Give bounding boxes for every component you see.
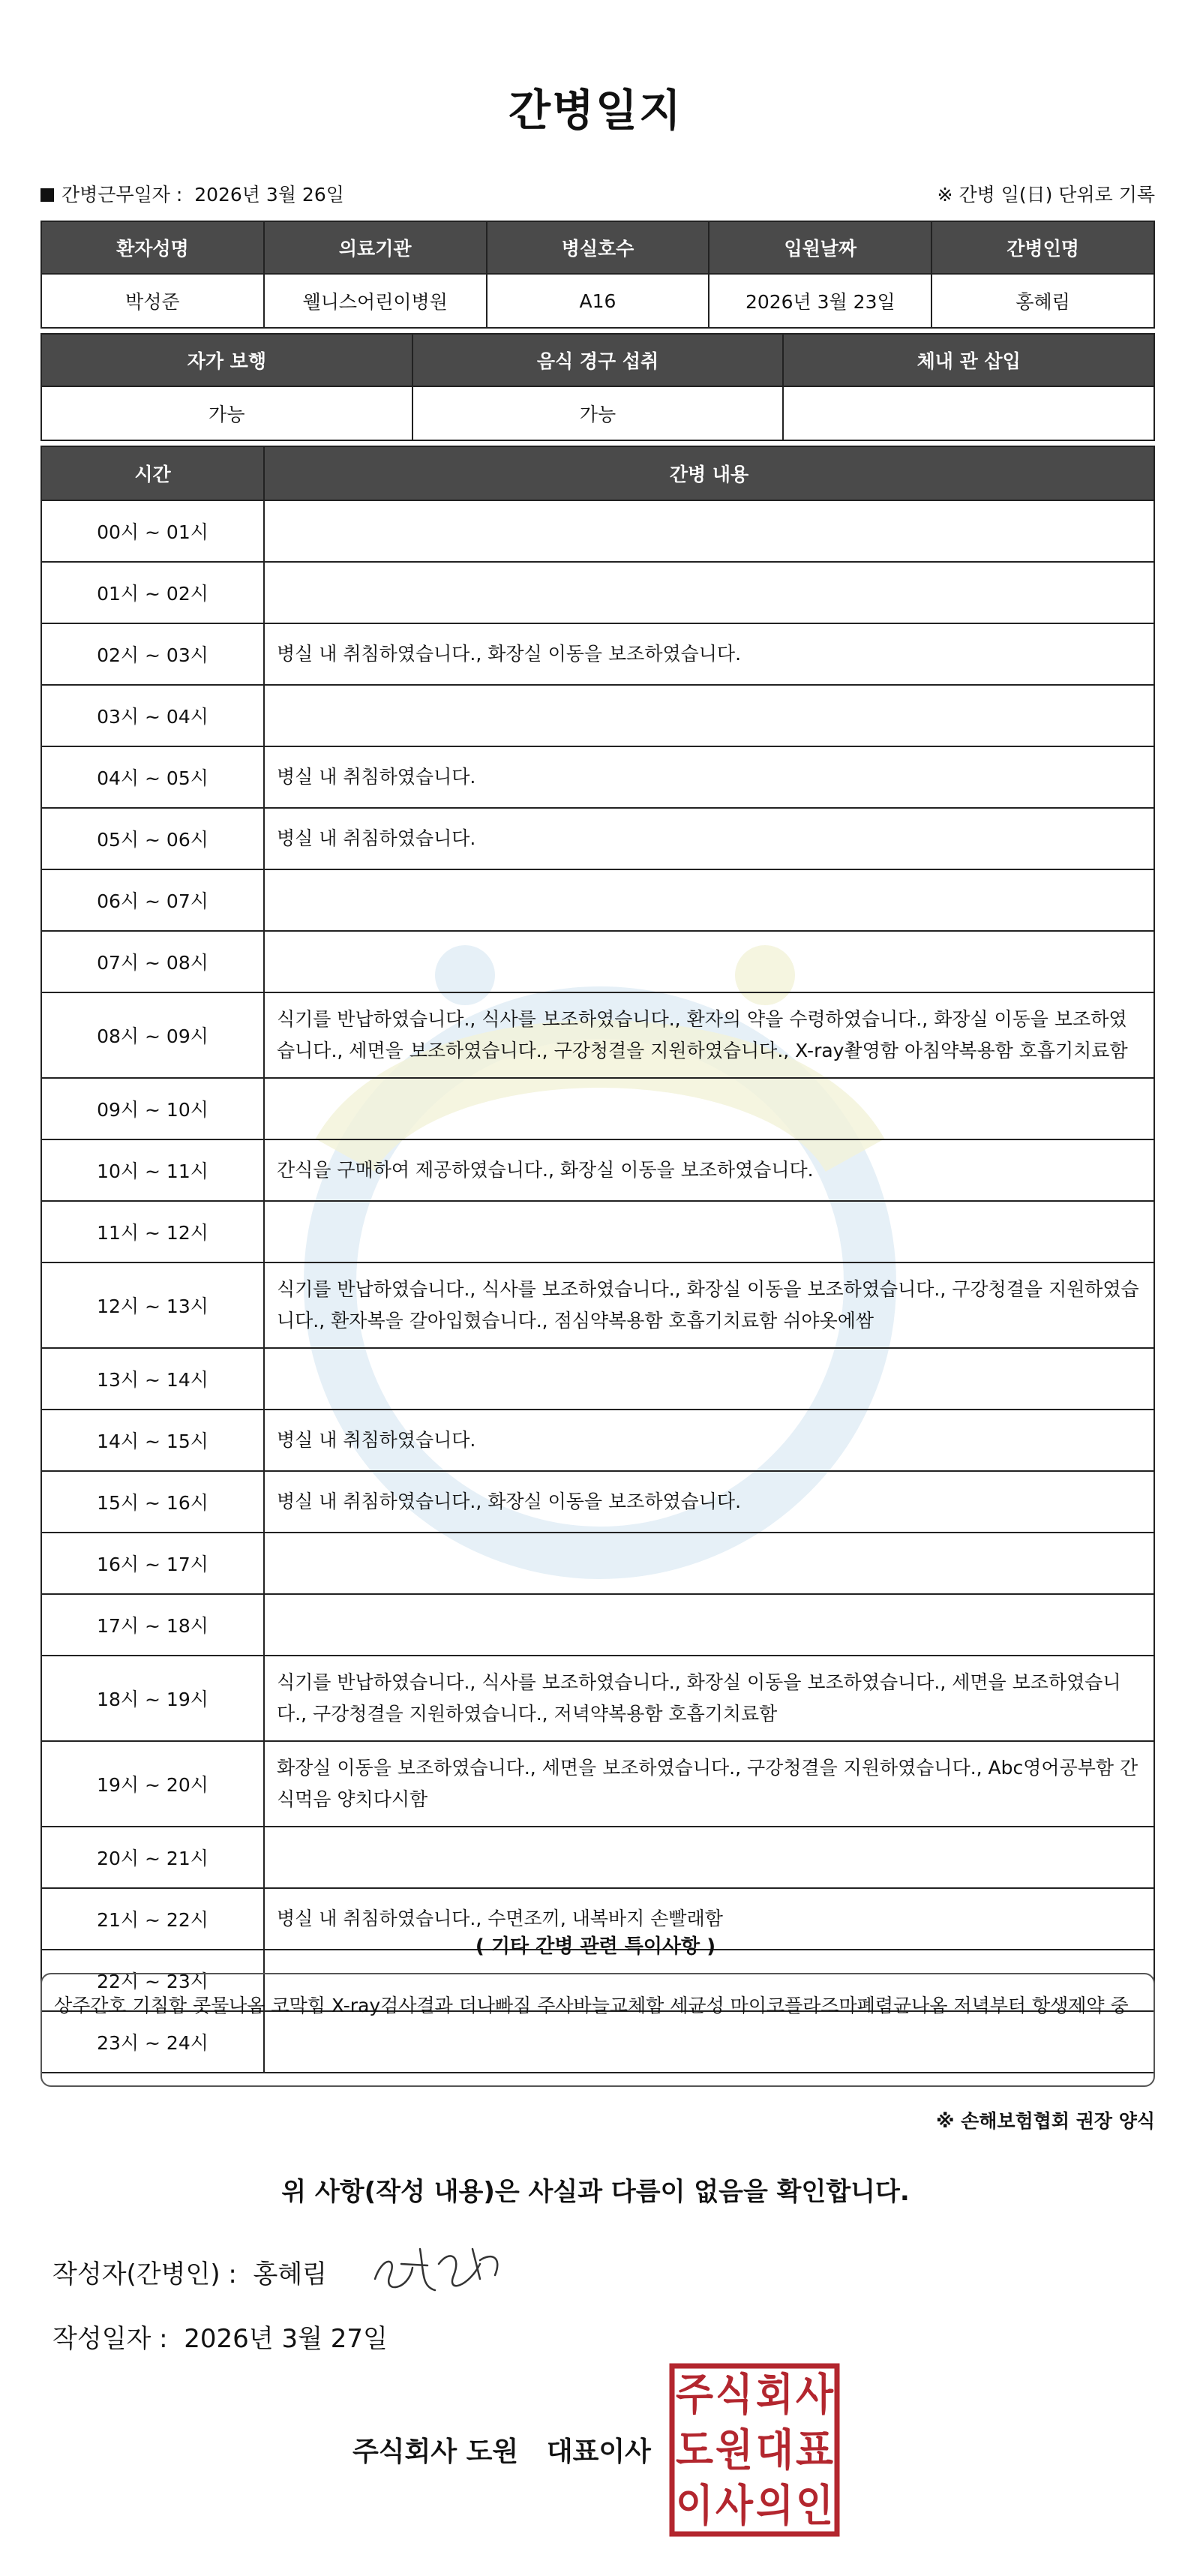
time-slot: 14시 ~ 15시 xyxy=(41,1410,264,1471)
header-room: 병실호수 xyxy=(487,221,710,274)
walking-value: 가능 xyxy=(41,386,412,440)
care-content: 식기를 반납하였습니다., 식사를 보조하였습니다., 환자의 약을 수령하였습니다., 화장실 이동을 보조하였습니다., 세면을 보조하였습니다., 구강청결을 지원하였습니다., X-ray촬영함 아침약복용함 호흡기치료함 xyxy=(264,992,1154,1078)
seal-character: 이 xyxy=(676,2480,713,2531)
table-row xyxy=(41,1410,1154,1471)
care-content xyxy=(264,869,1154,931)
seal-character: 의 xyxy=(756,2480,794,2531)
time-slot: 23시 ~ 24시 xyxy=(41,2011,264,2073)
time-slot: 19시 ~ 20시 xyxy=(41,1741,264,1827)
care-content: 식기를 반납하였습니다., 식사를 보조하였습니다., 화장실 이동을 보조하였습니다., 구강청결을 지원하였습니다., 환자복을 갈아입혔습니다., 점심약복용함 호흡기치료함 쉬야옷에쌈 xyxy=(264,1262,1154,1348)
care-content xyxy=(264,500,1154,562)
seal-character: 사 xyxy=(796,2369,834,2420)
table-row xyxy=(41,1594,1154,1656)
seal-character: 도 xyxy=(676,2424,713,2475)
table-row xyxy=(41,500,1154,562)
care-content xyxy=(264,1348,1154,1410)
patient-status-table xyxy=(40,333,1155,441)
care-content: 병실 내 취침하였습니다., 화장실 이동을 보조하였습니다. xyxy=(264,1471,1154,1533)
table-row xyxy=(41,1262,1154,1348)
seal-character: 표 xyxy=(796,2424,833,2475)
header-time: 시간 xyxy=(41,446,264,500)
time-slot: 04시 ~ 05시 xyxy=(41,746,264,808)
care-content: 병실 내 취침하였습니다. xyxy=(264,808,1154,869)
table-row xyxy=(41,1741,1154,1827)
time-slot: 18시 ~ 19시 xyxy=(41,1656,264,1741)
care-content: 병실 내 취침하였습니다., 화장실 이동을 보조하였습니다. xyxy=(264,623,1154,685)
care-log-rows xyxy=(41,500,1154,2073)
room-number: A16 xyxy=(487,274,710,328)
table-row xyxy=(41,1078,1154,1139)
care-content xyxy=(264,1594,1154,1656)
company-seal xyxy=(669,2363,840,2537)
time-slot: 12시 ~ 13시 xyxy=(41,1262,264,1348)
notes-text: 상주간호 기침함 콧물나옴 코막힘 X-ray검사결과 더나빠짐 주사바늘교체함 세균성 마이코플라즈마폐렴균나옴 저녁부터 항생제약 중 xyxy=(54,1995,1129,2016)
table-row xyxy=(41,1827,1154,1888)
oral-intake-value: 가능 xyxy=(412,386,784,440)
seal-character: 인 xyxy=(796,2480,833,2531)
square-bullet-icon xyxy=(40,188,54,202)
care-content xyxy=(264,562,1154,623)
author-row xyxy=(52,2253,327,2290)
care-log-table xyxy=(40,446,1155,2073)
table-row xyxy=(41,1471,1154,1533)
care-content xyxy=(264,1827,1154,1888)
care-content xyxy=(264,1201,1154,1262)
time-slot: 01시 ~ 02시 xyxy=(41,562,264,623)
time-slot: 17시 ~ 18시 xyxy=(41,1594,264,1656)
table-row xyxy=(41,931,1154,992)
table-row xyxy=(41,562,1154,623)
care-content: 병실 내 취침하였습니다., 수면조끼, 내복바지 손빨래함 xyxy=(264,1888,1154,1950)
notes-box xyxy=(40,1973,1155,2087)
unit-note: ※ 간병 일(日) 단위로 기록 xyxy=(937,184,1155,206)
table-row xyxy=(41,808,1154,869)
time-slot: 08시 ~ 09시 xyxy=(41,992,264,1078)
table-row xyxy=(41,1139,1154,1201)
handwritten-signature xyxy=(368,2234,510,2301)
care-content xyxy=(264,931,1154,992)
time-slot: 16시 ~ 17시 xyxy=(41,1533,264,1594)
table-row xyxy=(41,992,1154,1078)
table-row xyxy=(41,1201,1154,1262)
time-slot: 22시 ~ 23시 xyxy=(41,1950,264,2011)
time-slot: 05시 ~ 06시 xyxy=(41,808,264,869)
time-slot: 15시 ~ 16시 xyxy=(41,1471,264,1533)
care-content xyxy=(264,1078,1154,1139)
work-date-value: 2026년 3월 26일 xyxy=(194,184,344,206)
company-role: 대표이사 xyxy=(546,2436,651,2467)
seal-character: 회 xyxy=(756,2369,794,2420)
time-slot: 13시 ~ 14시 xyxy=(41,1348,264,1410)
care-content: 병실 내 취침하였습니다. xyxy=(264,746,1154,808)
company-signatory xyxy=(352,2430,651,2469)
table-row xyxy=(41,1348,1154,1410)
seal-character: 원 xyxy=(716,2424,753,2475)
time-slot: 10시 ~ 11시 xyxy=(41,1139,264,1201)
written-date-row xyxy=(52,2318,388,2355)
table-row xyxy=(41,746,1154,808)
work-date-label: 간병근무일자 : xyxy=(62,184,183,206)
seal-character: 주 xyxy=(676,2369,713,2420)
time-slot: 20시 ~ 21시 xyxy=(41,1827,264,1888)
header-admission-date: 입원날짜 xyxy=(709,221,932,274)
author-name: 홍혜림 xyxy=(253,2259,328,2289)
confirmation-statement: 위 사항(작성 내용)은 사실과 다름이 없음을 확인합니다. xyxy=(281,2177,910,2207)
written-date-value: 2026년 3월 27일 xyxy=(184,2324,388,2354)
header-patient-name: 환자성명 xyxy=(41,221,264,274)
page-title: 간병일지 xyxy=(508,85,683,136)
seal-character: 식 xyxy=(716,2369,753,2420)
caregiver-name: 홍혜림 xyxy=(932,274,1154,328)
care-content: 식기를 반납하였습니다., 식사를 보조하였습니다., 화장실 이동을 보조하였습니다., 세면을 보조하였습니다., 구강청결을 지원하였습니다., 저녁약복용함 호흡기치료함 xyxy=(264,1656,1154,1741)
time-slot: 11시 ~ 12시 xyxy=(41,1201,264,1262)
care-content: 간식을 구매하여 제공하였습니다., 화장실 이동을 보조하였습니다. xyxy=(264,1139,1154,1201)
header-caregiver: 간병인명 xyxy=(932,221,1154,274)
written-date-label: 작성일자 : xyxy=(52,2324,168,2354)
hospital-name: 웰니스어린이병원 xyxy=(264,274,487,328)
time-slot: 07시 ~ 08시 xyxy=(41,931,264,992)
header-oral-intake: 음식 경구 섭취 xyxy=(412,334,784,386)
time-slot: 21시 ~ 22시 xyxy=(41,1888,264,1950)
care-content: 화장실 이동을 보조하였습니다., 세면을 보조하였습니다., 구강청결을 지원하였습니다., Abc영어공부함 간식먹음 양치다시함 xyxy=(264,1741,1154,1827)
time-slot: 09시 ~ 10시 xyxy=(41,1078,264,1139)
author-label: 작성자(간병인) : xyxy=(52,2259,237,2289)
form-source-note: ※ 손해보험협회 권장 양식 xyxy=(936,2110,1155,2132)
table-row xyxy=(41,623,1154,685)
table-row xyxy=(41,1656,1154,1741)
work-date xyxy=(40,180,344,207)
table-row xyxy=(41,685,1154,746)
tube-value xyxy=(783,386,1154,440)
admission-date: 2026년 3월 23일 xyxy=(709,274,932,328)
seal-character: 대 xyxy=(756,2424,794,2475)
header-tube: 체내 관 삽입 xyxy=(783,334,1154,386)
care-content: 병실 내 취침하였습니다. xyxy=(264,1410,1154,1471)
patient-name: 박성준 xyxy=(41,274,264,328)
notes-title: ( 기타 간병 관련 특이사항 ) xyxy=(475,1935,716,1958)
header-walking: 자가 보행 xyxy=(41,334,412,386)
table-row xyxy=(41,869,1154,931)
table-row xyxy=(41,1533,1154,1594)
time-slot: 03시 ~ 04시 xyxy=(41,685,264,746)
header-care-content: 간병 내용 xyxy=(264,446,1154,500)
care-content xyxy=(264,685,1154,746)
header-hospital: 의료기관 xyxy=(264,221,487,274)
seal-character: 사 xyxy=(716,2480,754,2531)
time-slot: 02시 ~ 03시 xyxy=(41,623,264,685)
time-slot: 00시 ~ 01시 xyxy=(41,500,264,562)
time-slot: 06시 ~ 07시 xyxy=(41,869,264,931)
company-name: 주식회사 도원 xyxy=(352,2436,519,2467)
care-content xyxy=(264,1533,1154,1594)
patient-info-table xyxy=(40,221,1155,329)
